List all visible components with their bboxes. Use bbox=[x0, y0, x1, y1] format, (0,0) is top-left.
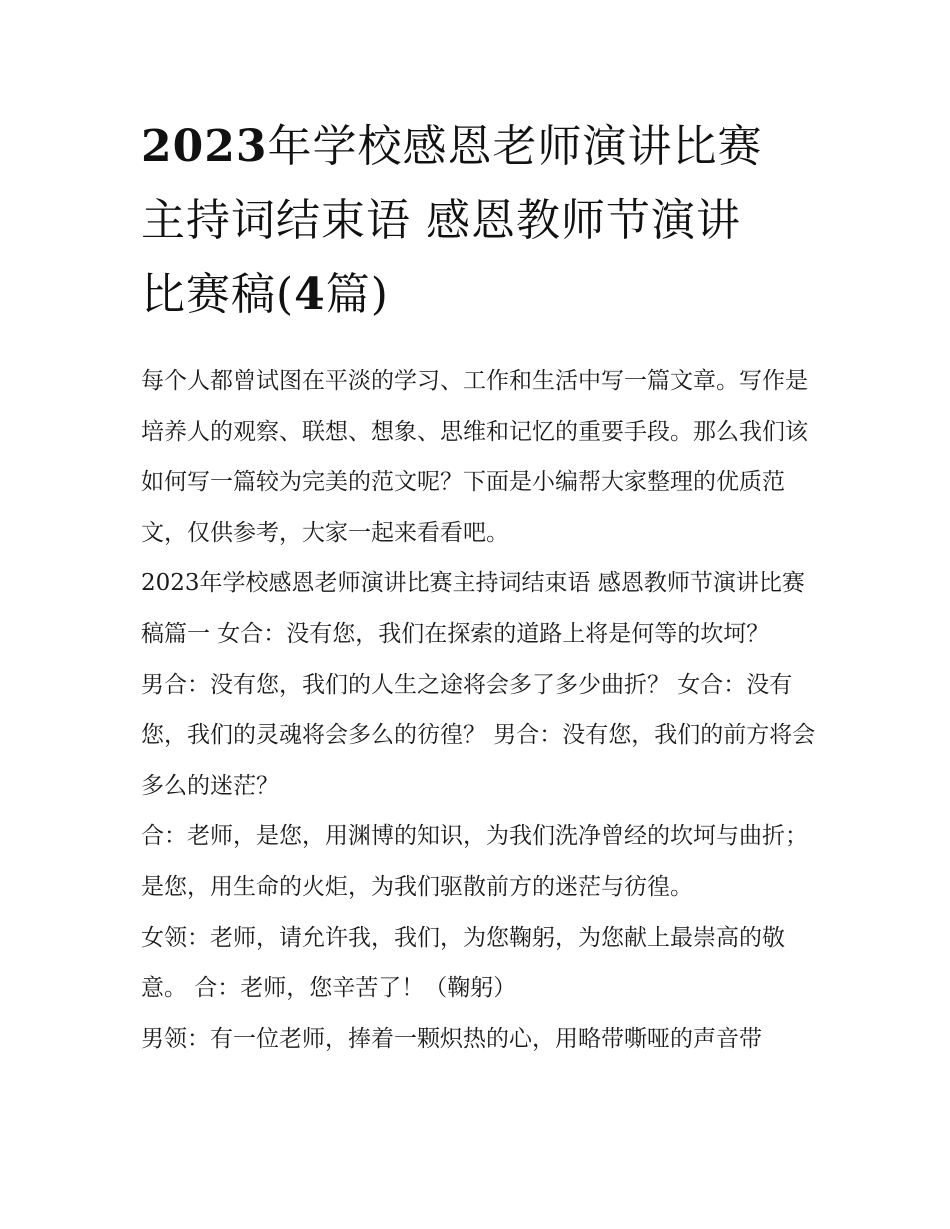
document-body bbox=[141, 356, 817, 1064]
title-count: 4 bbox=[294, 269, 326, 320]
title-line3-suffix: 篇) bbox=[325, 269, 389, 320]
document-title bbox=[141, 110, 813, 332]
paragraph-dialogue-2: 合：老师，是您，用渊博的知识，为我们洗净曾经的坎坷与曲折； 是您，用生命的火炬，为我们驱散前方的迷茫与彷徨。 bbox=[141, 823, 808, 900]
title-line1-rest: 年学校感恩老师演讲比赛 bbox=[267, 121, 763, 172]
title-year: 2023 bbox=[141, 121, 268, 172]
paragraph-dialogue-4: 男领：有一位老师，捧着一颗炽热的心，用略带嘶哑的声音带 bbox=[141, 1025, 762, 1052]
title-line3-prefix: 比赛稿( bbox=[141, 269, 295, 320]
paragraph-intro: 每个人都曾试图在平淡的学习、工作和生活中写一篇文章。写作是培养人的观察、联想、想象、思维和记忆的重要手段。那么我们该如何写一篇较为完美的范文呢？下面是小编帮大家整理的优质范文，仅供参考，大家一起来看看吧。 bbox=[141, 368, 808, 546]
paragraph-dialogue-1: 男合：没有您，我们的人生之途将会多了多少曲折？ 女合：没有您，我们的灵魂将会多么的彷徨？ 男合：没有您，我们的前方将会多么的迷茫？ bbox=[141, 671, 816, 799]
paragraph-dialogue-3: 女领：老师，请允许我，我们，为您鞠躬，为您献上最崇高的敬意。 合：老师，您辛苦了！（鞠躬） bbox=[141, 924, 785, 1002]
paragraph-heading: 2023年学校感恩老师演讲比赛主持词结束语 感恩教师节演讲比赛稿篇一 女合：没有您，我们在探索的道路上将是何等的坎坷？ bbox=[141, 570, 805, 647]
title-line2: 主持词结束语 感恩教师节演讲 bbox=[141, 195, 741, 246]
